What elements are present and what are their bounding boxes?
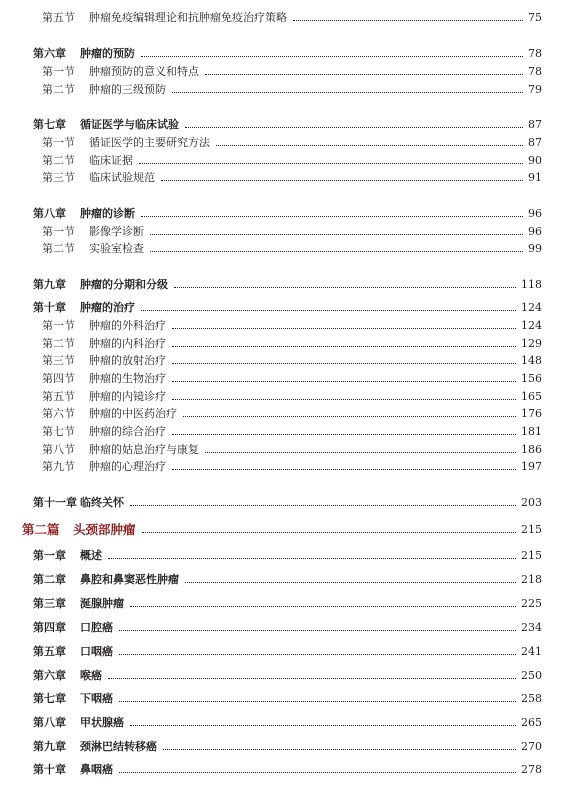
toc-entry-page-number: 265 xyxy=(521,715,542,729)
toc-entry-page-number: 129 xyxy=(521,336,542,350)
dot-leader xyxy=(141,215,523,217)
toc-entry-page-number: 96 xyxy=(528,206,542,220)
toc-entry-chapter[interactable] xyxy=(0,595,573,611)
toc-entry-section[interactable] xyxy=(0,352,573,368)
toc-entry-section[interactable] xyxy=(0,388,573,404)
dot-leader xyxy=(141,55,523,57)
toc-entry-page-number: 234 xyxy=(521,620,542,634)
dot-leader xyxy=(130,724,516,726)
toc-entry-title: 头颈部肿瘤 xyxy=(73,522,136,537)
toc-entry-chapter[interactable] xyxy=(0,494,573,510)
toc-entry-page-number: 197 xyxy=(521,459,542,473)
toc-entry-title: 口咽癌 xyxy=(80,645,113,658)
toc-entry-chapter[interactable] xyxy=(0,761,573,777)
toc-entry-page-number: 75 xyxy=(528,10,542,24)
toc-entry-page-number: 148 xyxy=(521,353,542,367)
toc-entry-section[interactable] xyxy=(0,152,573,168)
toc-entry-label: 第二节 xyxy=(42,154,75,167)
toc-entry-title: 肿瘤的预防 xyxy=(80,47,135,60)
toc-entry-title: 颈淋巴结转移癌 xyxy=(80,740,157,753)
dot-leader xyxy=(108,557,516,559)
toc-entry-title: 下咽癌 xyxy=(80,692,113,705)
dot-leader xyxy=(185,581,516,583)
dot-leader xyxy=(119,771,516,773)
toc-entry-page-number: 90 xyxy=(528,153,542,167)
toc-entry-label: 第十章 xyxy=(33,301,66,314)
dot-leader xyxy=(150,233,523,235)
toc-entry-label: 第五章 xyxy=(33,645,66,658)
dot-leader xyxy=(172,91,523,93)
toc-entry-section[interactable] xyxy=(0,63,573,79)
toc-entry-page-number: 99 xyxy=(528,241,542,255)
toc-entry-section[interactable] xyxy=(0,423,573,439)
dot-leader xyxy=(174,286,516,288)
toc-entry-title: 鼻咽癌 xyxy=(80,763,113,776)
toc-entry-chapter[interactable] xyxy=(0,45,573,61)
toc-entry-part[interactable] xyxy=(0,521,573,537)
toc-entry-title: 肿瘤免疫编辑理论和抗肿瘤免疫治疗策略 xyxy=(89,11,287,24)
toc-entry-label: 第三节 xyxy=(42,354,75,367)
toc-entry-title: 甲状腺癌 xyxy=(80,716,124,729)
toc-entry-page-number: 186 xyxy=(521,442,542,456)
toc-entry-label: 第五节 xyxy=(42,11,75,24)
toc-entry-label: 第一节 xyxy=(42,225,75,238)
toc-entry-chapter[interactable] xyxy=(0,116,573,132)
toc-entry-label: 第七章 xyxy=(33,118,66,131)
toc-entry-title: 概述 xyxy=(80,549,102,562)
toc-entry-title: 肿瘤的诊断 xyxy=(80,207,135,220)
toc-entry-page-number: 165 xyxy=(521,389,542,403)
dot-leader xyxy=(172,327,516,329)
toc-entry-label: 第二节 xyxy=(42,83,75,96)
toc-entry-label: 第七节 xyxy=(42,425,75,438)
toc-entry-chapter[interactable] xyxy=(0,571,573,587)
toc-entry-page-number: 181 xyxy=(521,424,542,438)
toc-entry-section[interactable] xyxy=(0,223,573,239)
dot-leader xyxy=(150,250,523,252)
toc-entry-section[interactable] xyxy=(0,169,573,185)
toc-entry-page-number: 78 xyxy=(528,46,542,60)
toc-entry-page-number: 250 xyxy=(521,668,542,682)
toc-entry-page-number: 79 xyxy=(528,82,542,96)
dot-leader xyxy=(163,748,516,750)
toc-entry-page-number: 156 xyxy=(521,371,542,385)
dot-leader xyxy=(130,605,516,607)
toc-entry-page-number: 203 xyxy=(521,495,542,509)
toc-entry-label: 第一章 xyxy=(33,549,66,562)
toc-entry-chapter[interactable] xyxy=(0,738,573,754)
toc-entry-title: 循证医学的主要研究方法 xyxy=(89,136,210,149)
toc-entry-page-number: 241 xyxy=(521,644,542,658)
dot-leader xyxy=(185,126,523,128)
dot-leader xyxy=(141,309,516,311)
toc-entry-page-number: 270 xyxy=(521,739,542,753)
toc-entry-section[interactable] xyxy=(0,441,573,457)
toc-entry-label: 第九节 xyxy=(42,460,75,473)
toc-entry-title: 肿瘤的姑息治疗与康复 xyxy=(89,443,199,456)
toc-entry-title: 临终关怀 xyxy=(80,496,124,509)
toc-entry-page-number: 124 xyxy=(521,318,542,332)
toc-entry-label: 第八节 xyxy=(42,443,75,456)
toc-entry-title: 涎腺肿瘤 xyxy=(80,597,124,610)
toc-entry-title: 肿瘤的分期和分级 xyxy=(80,278,168,291)
dot-leader xyxy=(172,468,516,470)
dot-leader xyxy=(108,677,516,679)
toc-entry-section[interactable] xyxy=(0,81,573,97)
toc-entry-page-number: 78 xyxy=(528,64,542,78)
dot-leader xyxy=(172,398,516,400)
toc-entry-page-number: 176 xyxy=(521,406,542,420)
toc-entry-label: 第二节 xyxy=(42,242,75,255)
toc-entry-title: 鼻腔和鼻窦恶性肿瘤 xyxy=(80,573,179,586)
dot-leader xyxy=(142,531,516,533)
toc-entry-title: 肿瘤的生物治疗 xyxy=(89,372,166,385)
toc-entry-page-number: 91 xyxy=(528,170,542,184)
toc-entry-page-number: 258 xyxy=(521,691,542,705)
dot-leader xyxy=(119,653,516,655)
toc-entry-page-number: 124 xyxy=(521,300,542,314)
toc-entry-page-number: 96 xyxy=(528,224,542,238)
toc-entry-title: 肿瘤的内科治疗 xyxy=(89,337,166,350)
toc-entry-chapter[interactable] xyxy=(0,690,573,706)
dot-leader xyxy=(119,700,516,702)
toc-entry-page-number: 87 xyxy=(528,117,542,131)
toc-entry-title: 肿瘤的内镜诊疗 xyxy=(89,390,166,403)
toc-entry-label: 第十一章 xyxy=(33,496,77,509)
toc-entry-label: 第三章 xyxy=(33,597,66,610)
toc-entry-label: 第六章 xyxy=(33,47,66,60)
toc-entry-title: 实验室检查 xyxy=(89,242,144,255)
toc-entry-label: 第九章 xyxy=(33,278,66,291)
toc-entry-label: 第五节 xyxy=(42,390,75,403)
toc-entry-label: 第四节 xyxy=(42,372,75,385)
toc-entry-label: 第二章 xyxy=(33,573,66,586)
toc-entry-page-number: 278 xyxy=(521,762,542,776)
dot-leader xyxy=(205,73,523,75)
toc-entry-label: 第一节 xyxy=(42,136,75,149)
toc-entry-label: 第七章 xyxy=(33,692,66,705)
toc-entry-title: 肿瘤的心理治疗 xyxy=(89,460,166,473)
dot-leader xyxy=(172,433,516,435)
toc-entry-title: 肿瘤的放射治疗 xyxy=(89,354,166,367)
toc-entry-title: 喉癌 xyxy=(80,669,102,682)
toc-entry-section[interactable] xyxy=(0,317,573,333)
toc-entry-chapter[interactable] xyxy=(0,667,573,683)
toc-entry-label: 第四章 xyxy=(33,621,66,634)
toc-entry-chapter[interactable] xyxy=(0,547,573,563)
dot-leader xyxy=(130,504,516,506)
toc-entry-label: 第九章 xyxy=(33,740,66,753)
toc-entry-title: 肿瘤预防的意义和特点 xyxy=(89,65,199,78)
toc-entry-chapter[interactable] xyxy=(0,205,573,221)
toc-entry-label: 第一节 xyxy=(42,319,75,332)
toc-entry-section[interactable] xyxy=(0,240,573,256)
toc-entry-title: 临床试验规范 xyxy=(89,171,155,184)
toc-entry-label: 第三节 xyxy=(42,171,75,184)
toc-entry-label: 第一节 xyxy=(42,65,75,78)
toc-entry-title: 肿瘤的外科治疗 xyxy=(89,319,166,332)
dot-leader xyxy=(119,629,516,631)
toc-entry-title: 循证医学与临床试验 xyxy=(80,118,179,131)
toc-entry-label: 第六章 xyxy=(33,669,66,682)
toc-entry-section[interactable] xyxy=(0,405,573,421)
toc-entry-title: 口腔癌 xyxy=(80,621,113,634)
toc-entry-label: 第二篇 xyxy=(22,522,60,537)
toc-entry-section[interactable] xyxy=(0,9,573,25)
toc-entry-section[interactable] xyxy=(0,458,573,474)
toc-entry-section[interactable] xyxy=(0,335,573,351)
toc-entry-page-number: 87 xyxy=(528,135,542,149)
toc-entry-title: 肿瘤的综合治疗 xyxy=(89,425,166,438)
toc-entry-chapter[interactable] xyxy=(0,619,573,635)
toc-entry-label: 第八章 xyxy=(33,716,66,729)
toc-entry-label: 第十章 xyxy=(33,763,66,776)
toc-entry-section[interactable] xyxy=(0,370,573,386)
toc-entry-label: 第六节 xyxy=(42,407,75,420)
dot-leader xyxy=(161,179,523,181)
dot-leader xyxy=(172,345,516,347)
toc-entry-title: 影像学诊断 xyxy=(89,225,144,238)
toc-entry-title: 肿瘤的中医药治疗 xyxy=(89,407,177,420)
toc-entry-label: 第二节 xyxy=(42,337,75,350)
toc-entry-chapter[interactable] xyxy=(0,276,573,292)
toc-entry-title: 临床证据 xyxy=(89,154,133,167)
toc-entry-chapter[interactable] xyxy=(0,714,573,730)
toc-entry-page-number: 118 xyxy=(521,277,542,291)
dot-leader xyxy=(172,380,516,382)
dot-leader xyxy=(216,144,523,146)
toc-entry-title: 肿瘤的三级预防 xyxy=(89,83,166,96)
toc-entry-page-number: 218 xyxy=(521,572,542,586)
toc-entry-page-number: 215 xyxy=(521,522,542,536)
toc-entry-title: 肿瘤的治疗 xyxy=(80,301,135,314)
toc-entry-page-number: 225 xyxy=(521,596,542,610)
dot-leader xyxy=(293,19,523,21)
toc-entry-chapter[interactable] xyxy=(0,299,573,315)
toc-entry-page-number: 215 xyxy=(521,548,542,562)
dot-leader xyxy=(205,451,516,453)
toc-entry-section[interactable] xyxy=(0,134,573,150)
dot-leader xyxy=(139,162,523,164)
toc-entry-label: 第八章 xyxy=(33,207,66,220)
dot-leader xyxy=(183,415,516,417)
dot-leader xyxy=(172,362,516,364)
toc-entry-chapter[interactable] xyxy=(0,643,573,659)
